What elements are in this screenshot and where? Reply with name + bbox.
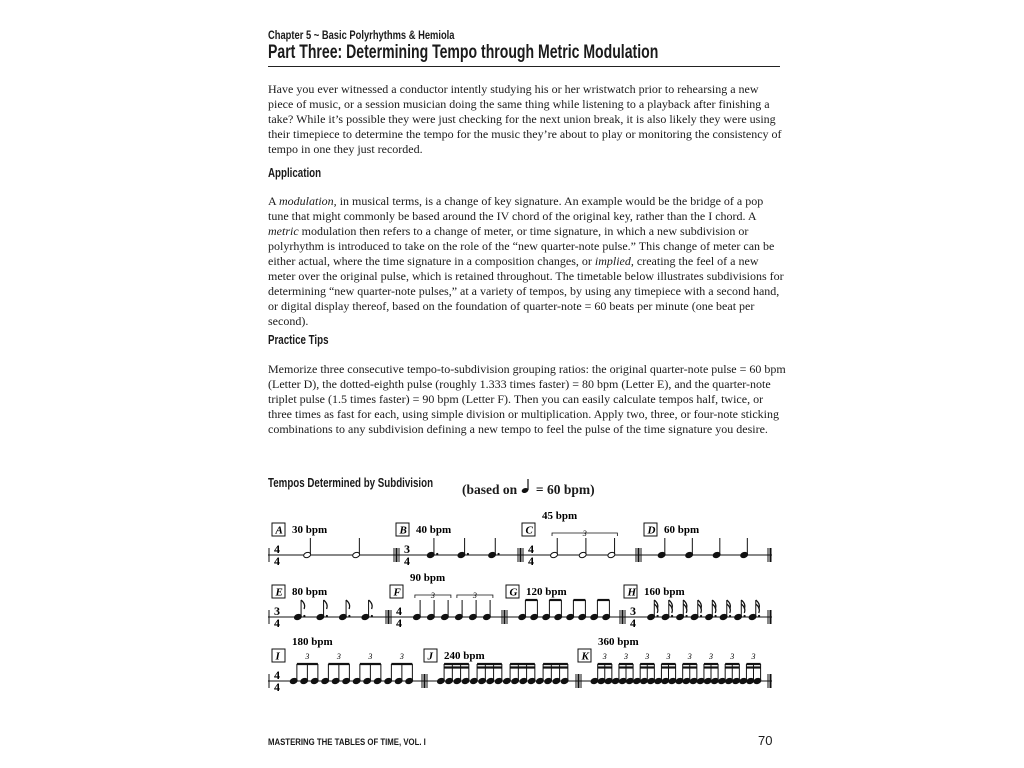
time-sig-top: 4 bbox=[274, 668, 280, 682]
practice-tips-heading: Practice Tips bbox=[268, 333, 329, 347]
time-sig-top: 3 bbox=[274, 604, 280, 618]
example-tempo: 120 bpm bbox=[526, 586, 567, 598]
tuplet-number: 3 bbox=[472, 591, 477, 600]
tuplet-number: 3 bbox=[709, 652, 714, 661]
example-tempo: 30 bpm bbox=[292, 524, 328, 536]
tuplet-number: 3 bbox=[624, 652, 629, 661]
tempo-example-a bbox=[268, 523, 398, 568]
tempo-example-g bbox=[506, 585, 624, 624]
time-sig-top: 4 bbox=[274, 542, 280, 556]
note-flag bbox=[346, 600, 350, 609]
application-em-implied: implied, bbox=[594, 254, 634, 268]
example-letter: E bbox=[275, 586, 283, 599]
practice-tips-paragraph: Memorize three consecutive tempo-to-subdivision grouping ratios: the original quarter-note pulse = 60 bpm (Letter D), the dotted-eighth pulse (roughly 1.333 times faster) = 80 bpm (Letter E), and the quarter-note triplet pulse (1.5 times faster) = 90 bpm (Letter F). Then you can easily calculate tempos half, twice, or three times as fast for each, using simple division or multiplication. Apply two, three, or four-note sticking combinations to any subdivision defining a new tempo to feel the pulse of the time signature you desire. bbox=[268, 362, 786, 436]
based-on-prefix: (based on bbox=[462, 482, 518, 497]
tempo-notation-examples bbox=[260, 505, 780, 705]
augmentation-dot bbox=[467, 553, 469, 555]
tempo-example-j bbox=[424, 649, 580, 688]
augmentation-dot bbox=[758, 615, 760, 617]
tempo-example-b bbox=[396, 523, 522, 568]
application-text-4: creating the feel of a new meter over the original pulse, which is retained throughout. The timetable below illustrates subdivisions for determining “new quarter-note pulses,” at a variety of tempos, by using any timepiece with a second hand, or digital display thereof, based on the foundation of quarter-note = 60 beats per minute (one beat per second). bbox=[268, 254, 784, 328]
example-letter: B bbox=[399, 524, 407, 537]
tuplet-number: 3 bbox=[336, 652, 341, 661]
tuplet-number: 3 bbox=[687, 652, 692, 661]
tuplet-number: 3 bbox=[430, 591, 435, 600]
application-em-metric: metric bbox=[268, 224, 299, 238]
example-tempo: 40 bpm bbox=[416, 524, 452, 536]
example-tempo: 360 bpm bbox=[598, 636, 639, 648]
time-sig-top: 4 bbox=[528, 542, 534, 556]
intro-paragraph: Have you ever witnessed a conductor intently studying his or her wristwatch prior to rehearsing a new piece of music, or a session musician doing the same thing while listening to a playback after finishing a take? While it’s possible they were just checking for the next union break, it is also likely they were using their timepiece to determine the tempo for the music they’re about to play or monitoring the consistency of tempo in one they just recorded. bbox=[268, 82, 782, 156]
augmentation-dot bbox=[729, 615, 731, 617]
example-tempo: 80 bpm bbox=[292, 586, 328, 598]
application-paragraph bbox=[268, 194, 786, 329]
augmentation-dot bbox=[714, 615, 716, 617]
tempo-example-e bbox=[268, 585, 390, 630]
example-letter: C bbox=[525, 524, 533, 537]
augmentation-dot bbox=[743, 615, 745, 617]
application-em-modulation: modulation, bbox=[279, 194, 337, 208]
tempo-example-h bbox=[624, 585, 772, 630]
tuplet-number: 3 bbox=[582, 529, 587, 538]
example-tempo: 90 bpm bbox=[410, 572, 446, 584]
augmentation-dot bbox=[656, 615, 658, 617]
tuplet-number: 3 bbox=[645, 652, 650, 661]
augmentation-dot bbox=[685, 615, 687, 617]
example-letter: F bbox=[393, 586, 401, 599]
application-text-1: A bbox=[268, 194, 280, 208]
tuplet-number: 3 bbox=[751, 652, 756, 661]
tuplet-number: 3 bbox=[730, 652, 735, 661]
time-sig-bottom: 4 bbox=[396, 616, 402, 630]
tempo-example-k bbox=[578, 636, 772, 688]
tempo-example-d bbox=[640, 523, 772, 562]
note-flag bbox=[324, 600, 328, 609]
time-sig-bottom: 4 bbox=[528, 554, 534, 568]
time-sig-top: 3 bbox=[404, 542, 410, 556]
augmentation-dot bbox=[348, 615, 350, 617]
augmentation-dot bbox=[497, 553, 499, 555]
example-letter: A bbox=[275, 524, 283, 537]
augmentation-dot bbox=[303, 615, 305, 617]
augmentation-dot bbox=[326, 615, 328, 617]
application-text-2: in musical terms, is a change of key signature. An example would be the bridge of a pop tune that might commonly be based around the IV chord of the original key, rather than the I chord. A bbox=[268, 194, 764, 223]
based-on-note bbox=[462, 478, 595, 498]
tuplet-number: 3 bbox=[305, 652, 310, 661]
example-letter: G bbox=[509, 586, 518, 599]
tuplet-number: 3 bbox=[666, 652, 671, 661]
chapter-heading: Chapter 5 ~ Basic Polyrhythms & Hemiola bbox=[268, 28, 455, 42]
time-sig-bottom: 4 bbox=[404, 554, 410, 568]
note-flag bbox=[369, 600, 373, 609]
example-tempo: 45 bpm bbox=[542, 510, 578, 522]
tuplet-number: 3 bbox=[602, 652, 607, 661]
augmentation-dot bbox=[700, 615, 702, 617]
example-letter: K bbox=[581, 650, 589, 663]
tempo-example-c bbox=[522, 510, 640, 568]
application-heading: Application bbox=[268, 166, 322, 180]
time-sig-bottom: 4 bbox=[630, 616, 636, 630]
time-sig-top: 3 bbox=[630, 604, 636, 618]
footer-book-title: MASTERING THE TABLES OF TIME, VOL. I bbox=[268, 737, 426, 748]
augmentation-dot bbox=[671, 615, 673, 617]
example-letter: D bbox=[647, 524, 656, 537]
time-sig-bottom: 4 bbox=[274, 616, 280, 630]
tempo-example-i bbox=[268, 636, 426, 694]
tuplet-number: 3 bbox=[399, 652, 404, 661]
time-sig-bottom: 4 bbox=[274, 554, 280, 568]
example-tempo: 60 bpm bbox=[664, 524, 700, 536]
tuplet-number: 3 bbox=[368, 652, 373, 661]
augmentation-dot bbox=[371, 615, 373, 617]
title-underline bbox=[268, 66, 780, 67]
example-tempo: 180 bpm bbox=[292, 636, 333, 648]
example-tempo: 240 bpm bbox=[444, 650, 485, 662]
time-sig-top: 4 bbox=[396, 604, 402, 618]
page-number: 70 bbox=[758, 733, 773, 748]
time-sig-bottom: 4 bbox=[274, 680, 280, 694]
augmentation-dot bbox=[436, 553, 438, 555]
application-text-3: modulation then refers to a change of meter, or time signature, in which a new subdivision or polyrhythm is introduced to take on the role of the “new quarter-note pulse.” This change of meter can be either actual, where the time signature in a composition changes, or bbox=[268, 224, 775, 268]
tempo-example-f bbox=[390, 572, 506, 630]
quarter-note-icon bbox=[521, 478, 533, 498]
page-title: Part Three: Determining Tempo through Metric Modulation bbox=[268, 42, 659, 63]
note-flag bbox=[301, 600, 305, 609]
example-letter: I bbox=[275, 650, 280, 663]
example-tempo: 160 bpm bbox=[644, 586, 685, 598]
example-letter: J bbox=[427, 650, 433, 663]
tempos-heading: Tempos Determined by Subdivision bbox=[268, 476, 434, 490]
example-letter: H bbox=[627, 586, 637, 599]
based-on-suffix: = 60 bpm) bbox=[535, 482, 595, 497]
